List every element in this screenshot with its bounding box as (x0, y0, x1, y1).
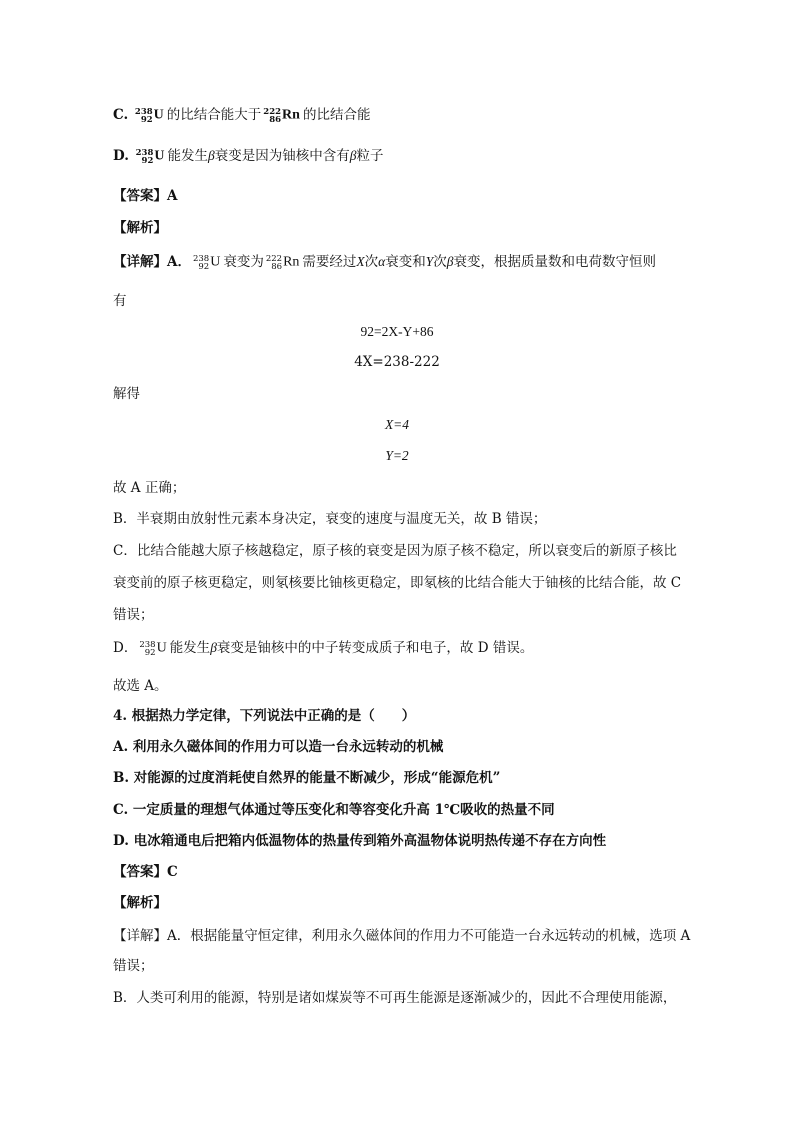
analysis-label: 【解析】 (113, 220, 167, 236)
beta-symbol: β (210, 640, 217, 655)
mass-number: 222 (263, 106, 282, 117)
detail-text: 衰变，根据质量数和电荷数守恒则 (453, 254, 657, 270)
detail-prefix: D． (113, 640, 138, 656)
option-text: 衰变是因为铀核中含有 (214, 148, 350, 164)
c-explanation-1: C．比结合能越大原子核越稳定，原子核的衰变是因为原子核不稳定，所以衰变后的新原子核比 (113, 543, 677, 559)
mass-number: 238 (135, 147, 154, 158)
detail-text: 次 (364, 254, 379, 270)
mass-number: 238 (139, 639, 156, 650)
equation-2: 4X=238-222 (354, 354, 440, 370)
mass-number: 238 (192, 253, 210, 264)
solve-label: 解得 (113, 386, 140, 402)
atomic-number: 86 (271, 261, 283, 272)
question-4-stem: 4. 根据热力学定律，下列说法中正确的是（ ） (113, 708, 416, 724)
option-label: C. (113, 107, 129, 123)
detail-2-line-2: 错误； (113, 958, 154, 974)
beta-symbol: β (349, 148, 357, 163)
detail-text: 衰变是铀核中的中子转变成质子和电子，故 D 错误。 (216, 640, 534, 656)
element-symbol: U (210, 254, 221, 270)
alpha-symbol: α (378, 254, 386, 269)
atomic-number: 92 (141, 155, 154, 166)
detail-2-line-1: 【详解】A．根据能量守恒定律，利用永久磁体间的作用力不可能造一台永远转动的机械，选项 A (113, 928, 691, 944)
detail-text: 衰变和 (385, 254, 426, 270)
detail-text: 需要经过 (302, 254, 357, 270)
option-c-prev (113, 105, 370, 126)
question-4-option-a: A. 利用永久磁体间的作用力可以造一台永远转动的机械 (113, 739, 444, 755)
uranium-nuclide (136, 146, 165, 167)
variable-x: X (356, 254, 365, 269)
detail-text: 衰变为 (223, 254, 264, 270)
option-label: D. (113, 148, 129, 164)
detail-2-b: B．人类可利用的能源，特别是诸如煤炭等不可再生能源是逐渐减少的，因此不合理使用能源， (113, 990, 677, 1006)
beta-symbol: β (446, 254, 454, 269)
option-text: 能发生 (167, 148, 209, 164)
equation-3: X=4 (384, 417, 410, 432)
option-text: 的比结合能 (302, 107, 371, 123)
equation-4: Y=2 (385, 448, 409, 463)
element-symbol: U (154, 148, 165, 164)
uranium-nuclide (193, 252, 220, 273)
detail-a-line (113, 252, 656, 273)
element-symbol: U (156, 640, 167, 656)
answer-label: 【答案】C (113, 864, 178, 880)
equation-1: 92=2X-Y+86 (360, 324, 434, 339)
beta-symbol: β (208, 148, 215, 163)
option-text: 粒子 (356, 148, 384, 164)
detail-text: 能发生 (169, 640, 211, 656)
atomic-number: 86 (269, 114, 282, 125)
detail-prefix: 【详解】A． (113, 254, 191, 270)
detail-text: 次 (433, 254, 447, 270)
option-d-prev (113, 146, 383, 167)
answer-label: 【答案】A (113, 188, 178, 204)
radon-nuclide (266, 252, 300, 273)
analysis-label: 【解析】 (113, 895, 167, 911)
atomic-number: 92 (198, 261, 210, 272)
question-4-option-c: C. 一定质量的理想气体通过等压变化和等容变化升高 1℃吸收的热量不同 (113, 802, 555, 818)
radon-nuclide (263, 105, 300, 126)
b-explanation: B．半衰期由放射性元素本身决定，衰变的速度与温度无关，故 B 错误； (113, 511, 547, 527)
question-4-option-b: B. 对能源的过度消耗使自然界的能量不断减少，形成“能源危机” (113, 770, 501, 786)
variable-y: Y (425, 254, 434, 269)
d-explanation (113, 638, 533, 659)
element-symbol: Rn (283, 254, 300, 270)
mass-number: 238 (134, 106, 153, 117)
uranium-nuclide (139, 638, 166, 659)
c-explanation-3: 错误； (113, 607, 154, 623)
mass-number: 222 (265, 253, 283, 264)
atomic-number: 92 (144, 647, 156, 658)
option-text: 的比结合能大于 (166, 107, 262, 123)
c-explanation-2: 衰变前的原子核更稳定，则氡核要比铀核更稳定，即氡核的比结合能大于铀核的比结合能，故 C (113, 575, 682, 591)
atomic-number: 92 (140, 114, 153, 125)
element-symbol: U (153, 107, 164, 123)
element-symbol: Rn (282, 107, 300, 123)
detail-a-cont: 有 (113, 293, 127, 309)
question-4-option-d: D. 电冰箱通电后把箱内低温物体的热量传到箱外高温物体说明热传递不存在方向性 (113, 833, 607, 849)
choose-line: 故选 A。 (113, 678, 168, 694)
uranium-nuclide (135, 105, 164, 126)
a-correct: 故 A 正确； (113, 480, 186, 496)
